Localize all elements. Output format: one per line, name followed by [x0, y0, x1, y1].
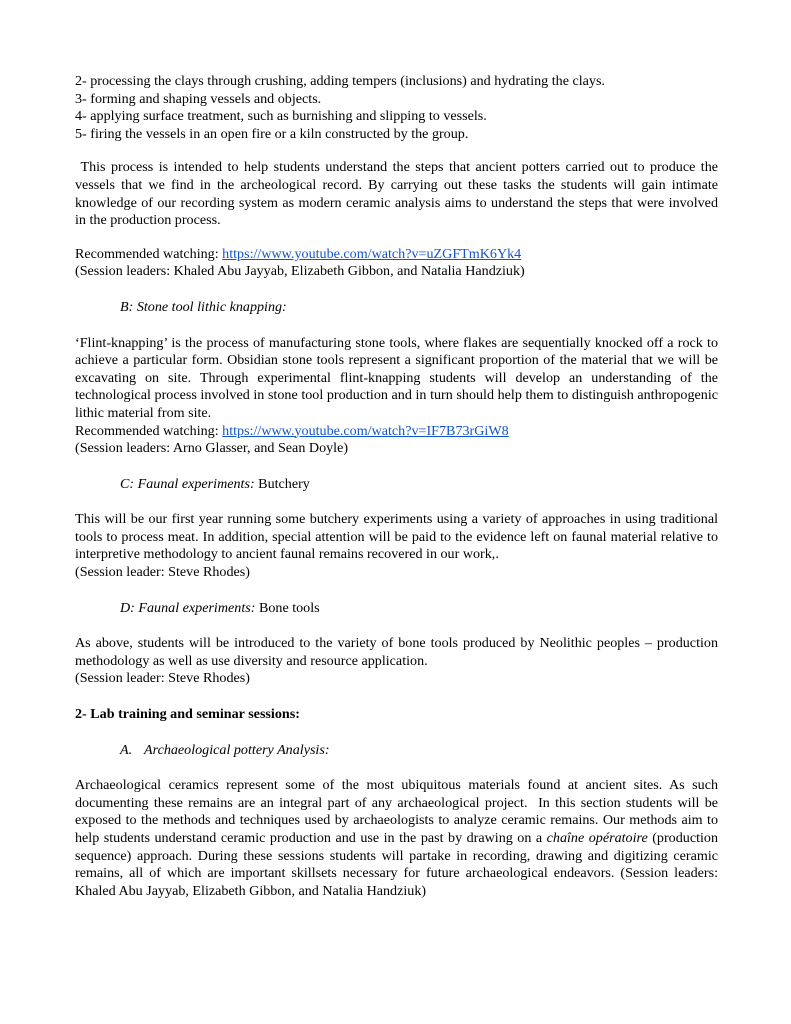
- lithic-video-link[interactable]: https://www.youtube.com/watch?v=IF7B73rGiW8: [222, 422, 509, 439]
- bone-tools-session-leader: (Session leader: Steve Rhodes): [75, 670, 250, 687]
- recommended-watching-label: Recommended watching:: [75, 245, 223, 262]
- lithic-session-leaders: (Session leaders: Arno Glasser, and Sean Doyle): [75, 440, 349, 457]
- section-d-heading-italic: D: Faunal experiments:: [120, 599, 256, 616]
- pottery-analysis-subheading: [75, 742, 718, 760]
- section-b-heading: B: Stone tool lithic knapping:: [120, 298, 287, 315]
- section-b-paragraph: ‘Flint-knapping’ is the process of manufacturing stone tools, where flakes are sequentially knocked off a rock to achieve a particular form. Obsidian stone tools represent a significant proportion of the material that we will be excavating on site. Through experimental flint-knapping students will develop an understanding of the technological process involved in stone tool production and in turn should help them to distinguish anthropogenic lithic material from site.: [75, 334, 718, 421]
- step-item: 5- firing the vessels in an open fire or a kiln constructed by the group.: [75, 125, 469, 142]
- section-d-heading: [75, 600, 718, 618]
- recommended-watching-label: Recommended watching:: [75, 422, 223, 439]
- pottery-analysis-text-2: (production sequence) approach. During these sessions students will partake in recording, drawing and digitizing ceramic remains, all of which are important skillsets necessary for future archaeological endeavors. (Session leaders: Khaled Abu Jayyab, Elizabeth Gibbon, and Natalia Handziuk): [75, 830, 722, 899]
- pottery-steps-list: [75, 73, 718, 143]
- step-item: 2- processing the clays through crushing, adding tempers (inclusions) and hydrating the clays.: [75, 73, 605, 89]
- recommended-watching-lithic: [75, 423, 718, 441]
- section-c-paragraph: This will be our first year running some butchery experiments using a variety of approaches in using traditional tools to process meat. In addition, special attention will be paid to the evidence left on faunal material relative to interpretive methodology to ancient faunal remains recovered in our work,.: [75, 511, 718, 563]
- section-c-heading-rest: Butchery: [254, 475, 310, 492]
- section-c-heading-italic: C: Faunal experiments:: [120, 475, 255, 492]
- section-d-paragraph: As above, students will be introduced to the variety of bone tools produced by Neolithic peoples – production methodology as well as use diversity and resource application.: [75, 635, 718, 669]
- pottery-session-leaders: (Session leaders: Khaled Abu Jayyab, Elizabeth Gibbon, and Natalia Handziuk): [75, 263, 525, 280]
- butchery-session-leader: (Session leader: Steve Rhodes): [75, 564, 250, 581]
- lab-training-heading: 2- Lab training and seminar sessions:: [75, 706, 300, 723]
- subheading-text: Archaeological pottery Analysis:: [144, 741, 330, 758]
- recommended-watching-pottery: [75, 246, 718, 264]
- document-page: [75, 73, 722, 900]
- pottery-video-link[interactable]: https://www.youtube.com/watch?v=uZGFTmK6Yk4: [222, 245, 522, 262]
- step-item: 3- forming and shaping vessels and objects.: [75, 90, 322, 107]
- section-d-heading-rest: Bone tools: [255, 599, 320, 616]
- pottery-analysis-text-1: Archaeological ceramics represent some of the most ubiquitous materials found at ancient sites. As such documenting these remains are an integral part of any archaeological project. In this section students will be exposed to the methods and techniques used by archaeologists to analyze ceramic remains. Our methods aim to help students understand ceramic production and use in the past by drawing on a: [75, 777, 722, 846]
- section-c-heading: [75, 476, 718, 494]
- chaine-operatoire-term: chaîne opératoire: [546, 830, 648, 846]
- pottery-analysis-paragraph: [75, 777, 722, 900]
- subheading-label: A.: [120, 741, 133, 758]
- step-item: 4- applying surface treatment, such as burnishing and slipping to vessels.: [75, 108, 487, 125]
- pottery-process-paragraph: This process is intended to help students understand the steps that ancient potters carried out to produce the vessels that we find in the archeological record. By carrying out these tasks the students will gain intimate knowledge of our recording system as modern ceramic analysis aims to understand the steps that were involved in the production process.: [75, 159, 722, 229]
